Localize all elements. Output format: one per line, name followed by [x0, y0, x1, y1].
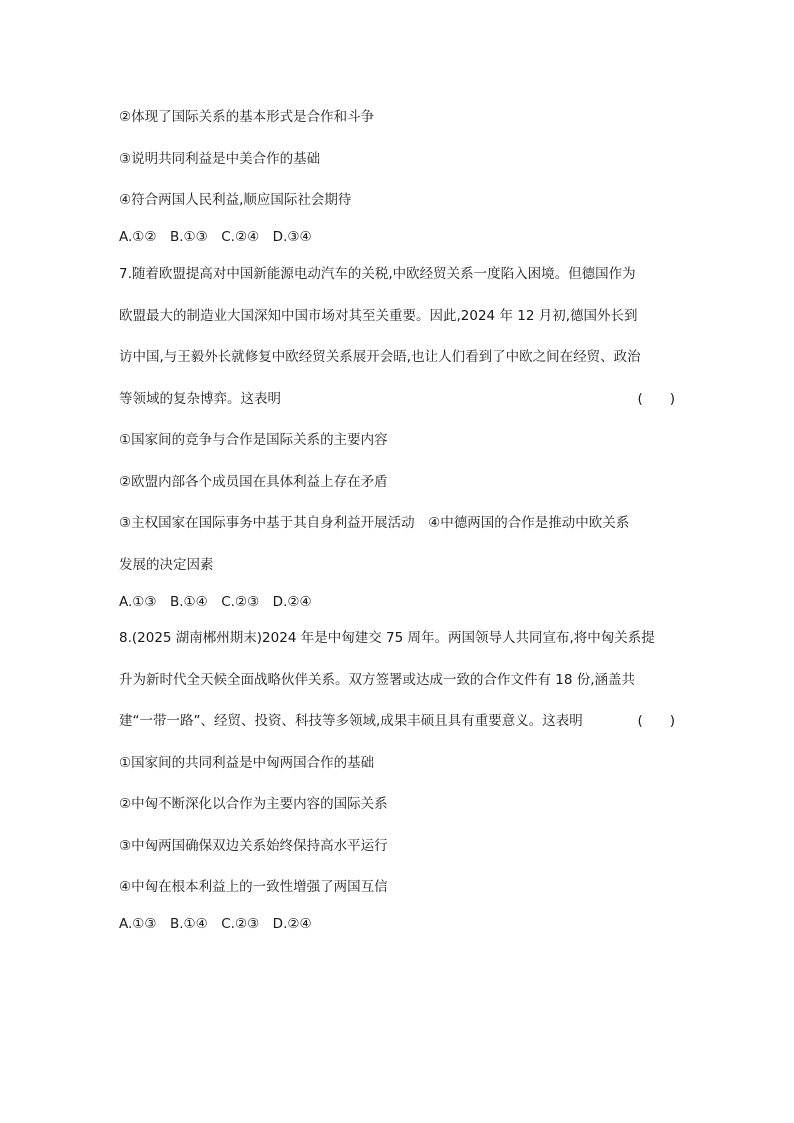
q7-option-2: ②欧盟内部各个成员国在具体利益上存在矛盾: [119, 474, 388, 490]
q7-stem-line-1: 7.随着欧盟提高对中国新能源电动汽车的关税,中欧经贸关系一度陷入困境。但德国作为: [119, 266, 636, 282]
q8-option-4: ④中匈在根本利益上的一致性增强了两国互信: [119, 879, 388, 895]
q7-answer-paren: ( ): [637, 391, 675, 407]
q6-option-4: ④符合两国人民利益,顺应国际社会期待: [119, 192, 352, 208]
q7-stem-line-2: 欧盟最大的制造业大国深知中国市场对其至关重要。因此,2024 年 12 月初,德国外长到: [119, 308, 638, 324]
q8-stem-line-1: 8.(2025 湖南郴州期末)2024 年是中匈建交 75 周年。两国领导人共同宣布,将中匈关系提: [119, 630, 655, 646]
q8-option-1: ①国家间的共同利益是中匈两国合作的基础: [119, 755, 375, 771]
q8-answer-paren: ( ): [637, 713, 675, 729]
q8-stem-line-3: [119, 712, 675, 730]
q8-stem-line-2: 升为新时代全天候全面战略伙伴关系。双方签署或达成一致的合作文件有 18 份,涵盖共: [119, 672, 636, 688]
q8-option-3: ③中匈两国确保双边关系始终保持高水平运行: [119, 838, 388, 854]
q8-stem-text: 建“一带一路”、经贸、投资、科技等多领域,成果丰硕且具有重要意义。这表明: [119, 713, 583, 729]
q6-option-3: ③说明共同利益是中美合作的基础: [119, 151, 321, 167]
q8-answer-choices: A.①③ B.①④ C.②③ D.②④: [119, 916, 312, 932]
q6-answer-choices: A.①② B.①③ C.②④ D.③④: [119, 229, 312, 245]
q7-option-1: ①国家间的竞争与合作是国际关系的主要内容: [119, 432, 388, 448]
q7-stem-line-3: 访中国,与王毅外长就修复中欧经贸关系展开会晤,也让人们看到了中欧之间在经贸、政治: [119, 349, 641, 365]
q8-option-2: ②中匈不断深化以合作为主要内容的国际关系: [119, 796, 388, 812]
q6-option-2: ②体现了国际关系的基本形式是合作和斗争: [119, 109, 375, 125]
q7-stem-text: 等领域的复杂博弈。这表明: [119, 391, 281, 407]
q7-stem-line-4: [119, 390, 675, 408]
q7-option-3-4: ③主权国家在国际事务中基于其自身利益开展活动 ④中德两国的合作是推动中欧关系: [119, 515, 630, 531]
q7-answer-choices: A.①③ B.①④ C.②③ D.②④: [119, 594, 312, 610]
q7-option-4-continued: 发展的决定因素: [119, 557, 214, 573]
